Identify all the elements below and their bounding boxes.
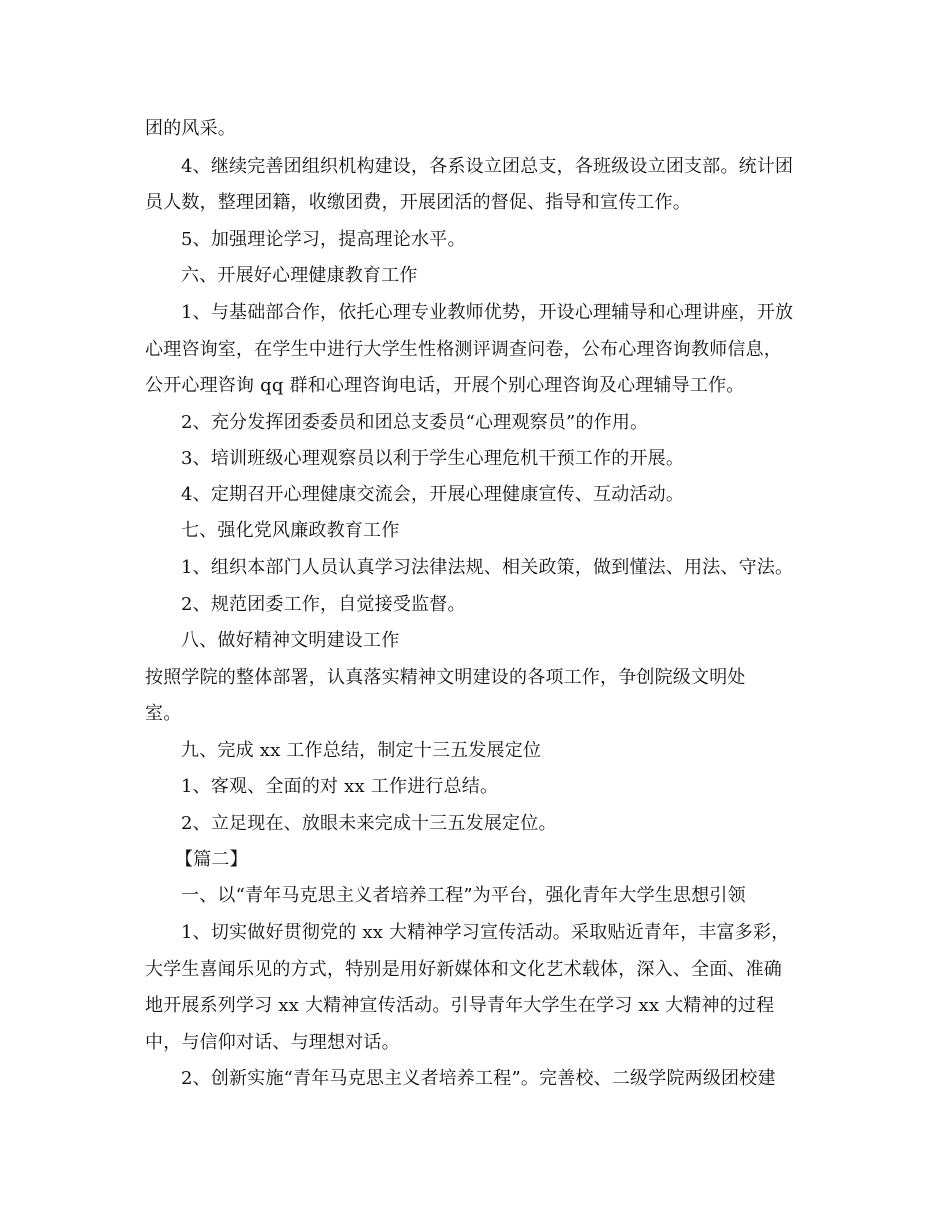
text-line: 员人数，整理团籍，收缴团费，开展团活的督促、指导和宣传工作。 — [145, 192, 691, 213]
text-line: 大学生喜闻乐见的方式，特别是用好新媒体和文化艺术载体，深入、全面、准确 — [145, 959, 782, 980]
text-line: 1、组织本部门人员认真学习法律法规、相关政策，做到懂法、用法、守法。 — [181, 557, 794, 578]
text-line: 2、规范团委工作，自觉接受监督。 — [181, 594, 466, 615]
text-line: 4、继续完善团组织机构建设，各系设立团总支，各班级设立团支部。统计团 — [181, 156, 794, 177]
text-line: 4、定期召开心理健康交流会，开展心理健康宣传、互动活动。 — [181, 484, 685, 505]
section-heading: 八、做好精神文明建设工作 — [181, 630, 400, 651]
section-heading: 六、开展好心理健康教育工作 — [181, 265, 418, 286]
text-line: 5、加强理论学习，提高理论水平。 — [181, 229, 466, 250]
text-line: 室。 — [145, 703, 182, 724]
text-line: 3、培训班级心理观察员以利于学生心理危机干预工作的开展。 — [181, 448, 685, 469]
text-line: 1、切实做好贯彻党的 xx 大精神学习宣传活动。采取贴近青年，丰富多彩， — [181, 922, 790, 943]
text-line: 团的风采。 — [145, 118, 236, 139]
text-line: 2、立足现在、放眼未来完成十三五发展定位。 — [181, 813, 557, 834]
section-heading: 一、以“青年马克思主义者培养工程”为平台，强化青年大学生思想引领 — [181, 885, 746, 906]
part-heading: 【篇二】 — [175, 849, 248, 870]
section-heading: 九、完成 xx 工作总结，制定十三五发展定位 — [181, 740, 542, 761]
section-heading: 七、强化党风廉政教育工作 — [181, 520, 400, 541]
text-line: 1、客观、全面的对 xx 工作进行总结。 — [181, 776, 499, 797]
text-line: 按照学院的整体部署，认真落实精神文明建设的各项工作，争创院级文明处 — [145, 667, 746, 688]
text-line: 中，与信仰对话、与理想对话。 — [145, 1032, 400, 1053]
text-line: 2、充分发挥团委委员和团总支委员“心理观察员”的作用。 — [181, 412, 649, 433]
text-line: 地开展系列学习 xx 大精神宣传活动。引导青年大学生在学习 xx 大精神的过程 — [145, 995, 775, 1016]
text-line: 心理咨询室，在学生中进行大学生性格测评调查问卷，公布心理咨询教师信息， — [145, 339, 782, 360]
text-line: 1、与基础部合作，依托心理专业教师优势，开设心理辅导和心理讲座，开放 — [181, 302, 794, 323]
text-line: 2、创新实施“青年马克思主义者培养工程”。完善校、二级学院两级团校建 — [181, 1068, 776, 1089]
text-line: 公开心理咨询 qq 群和心理咨询电话，开展个别心理咨询及心理辅导工作。 — [145, 375, 745, 396]
